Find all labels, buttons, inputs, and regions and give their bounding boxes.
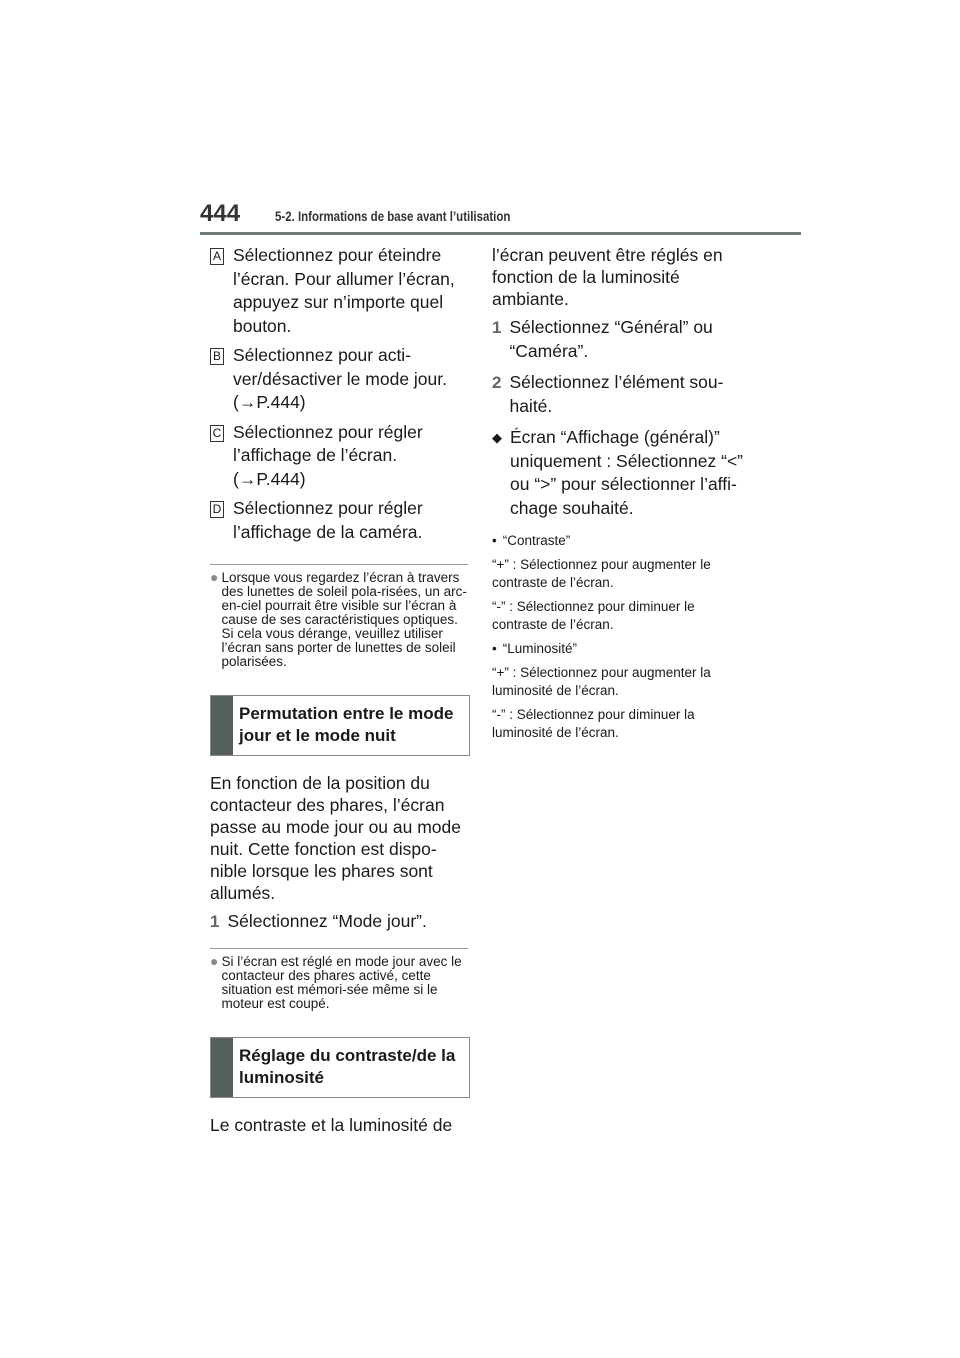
letter-label-d: D (210, 501, 224, 518)
lettered-item-text: Sélectionnez pour régler l’affichage de l’écran. (→P.444) (233, 421, 423, 489)
step-text: Sélectionnez “Général” ou “Caméra”. (509, 317, 713, 361)
section-heading-day-night (210, 695, 470, 756)
lettered-item-c (210, 421, 472, 492)
left-column (210, 244, 472, 1142)
note-text: Si l’écran est réglé en mode jour avec le contacteur des phares activé, cette situation est mémori-sée même si le moteur est coupé. (221, 953, 462, 1011)
step-number: 1 (492, 318, 502, 337)
step-number: 1 (210, 912, 220, 931)
section-heading-contrast (210, 1037, 470, 1098)
paragraph-contrast-continued: l’écran peuvent être réglés en fonction de la luminosité ambiante. (492, 245, 723, 309)
header-rule (200, 232, 801, 235)
lettered-item-text: Sélectionnez pour éteindre l’écran. Pour allumer l’écran, appuyez sur n’importe quel bouton. (233, 245, 455, 336)
step-2 (492, 371, 752, 418)
diamond-item-affichage (492, 426, 752, 520)
contrast-plus-text: “+” : Sélectionnez pour augmenter le contraste de l’écran. (492, 557, 711, 590)
step-number: 2 (492, 373, 502, 392)
step-text: Sélectionnez l’élément sou-haité. (509, 372, 724, 416)
paragraph-contrast-start: Le contraste et la luminosité de (210, 1114, 453, 1135)
bullet-text: “Luminosité” (502, 641, 578, 656)
note-bullet-icon: ● (210, 952, 219, 969)
lettered-item-d (210, 497, 472, 544)
note-bullet-icon: ● (210, 569, 219, 585)
bullet-dot-icon: • (492, 641, 497, 656)
lettered-item-text: Sélectionnez pour régler l’affichage de la caméra. (233, 498, 423, 542)
luminosity-plus-text: “+” : Sélectionnez pour augmenter la luminosité de l’écran. (492, 665, 711, 698)
step-text: Sélectionnez “Mode jour”. (227, 911, 427, 931)
lettered-item-a (210, 244, 472, 338)
diamond-bullet-icon: ◆ (492, 430, 502, 445)
bullet-contraste (492, 532, 752, 550)
page-number: 444 (200, 200, 241, 227)
section-title: 5-2. Informations de base avant l’utilisation (275, 208, 511, 224)
right-column (492, 244, 752, 748)
lettered-item-text: Sélectionnez pour acti-ver/désactiver le mode jour. (→P.444) (233, 345, 447, 412)
luminosity-minus-text: “-” : Sélectionnez pour diminuer la luminosité de l’écran. (492, 707, 695, 740)
heading-bar (211, 1038, 233, 1097)
step-1 (492, 316, 752, 363)
heading-bar (211, 696, 233, 755)
contrast-minus-text: “-” : Sélectionnez pour diminuer le contraste de l’écran. (492, 599, 695, 632)
letter-label-a: A (210, 248, 224, 265)
note-polarized-glasses (210, 564, 468, 669)
bullet-text: “Contraste” (502, 533, 571, 548)
letter-label-b: B (210, 348, 224, 365)
letter-label-c: C (210, 425, 224, 442)
lettered-item-b (210, 344, 472, 415)
note-text: Lorsque vous regardez l’écran à travers des lunettes de soleil pola-risées, un arc-en-ciel pourrait être visible sur l’écran à cause de ses caractéristiques optiques. Si cela vous dérange, veuillez utiliser l’écran sans porter de lunettes de soleil polarisées. (221, 570, 467, 669)
bullet-dot-icon: • (492, 533, 497, 548)
heading-text: Réglage du contraste/de la luminosité (239, 1045, 456, 1087)
paragraph-day-night: En fonction de la position du contacteur des phares, l’écran passe au mode jour ou au mode nuit. Cette fonction est dispo-nible lorsque les phares sont allumés. (210, 773, 461, 903)
step-mode-jour (210, 910, 472, 934)
note-day-mode-memory (210, 948, 468, 1011)
bullet-luminosite (492, 640, 752, 658)
heading-text: Permutation entre le mode jour et le mode nuit (239, 704, 454, 745)
diamond-text: Écran “Affichage (général)” uniquement : Sélectionnez “<” ou “>” pour sélectionner l’affi-chage souhaité. (510, 427, 743, 518)
